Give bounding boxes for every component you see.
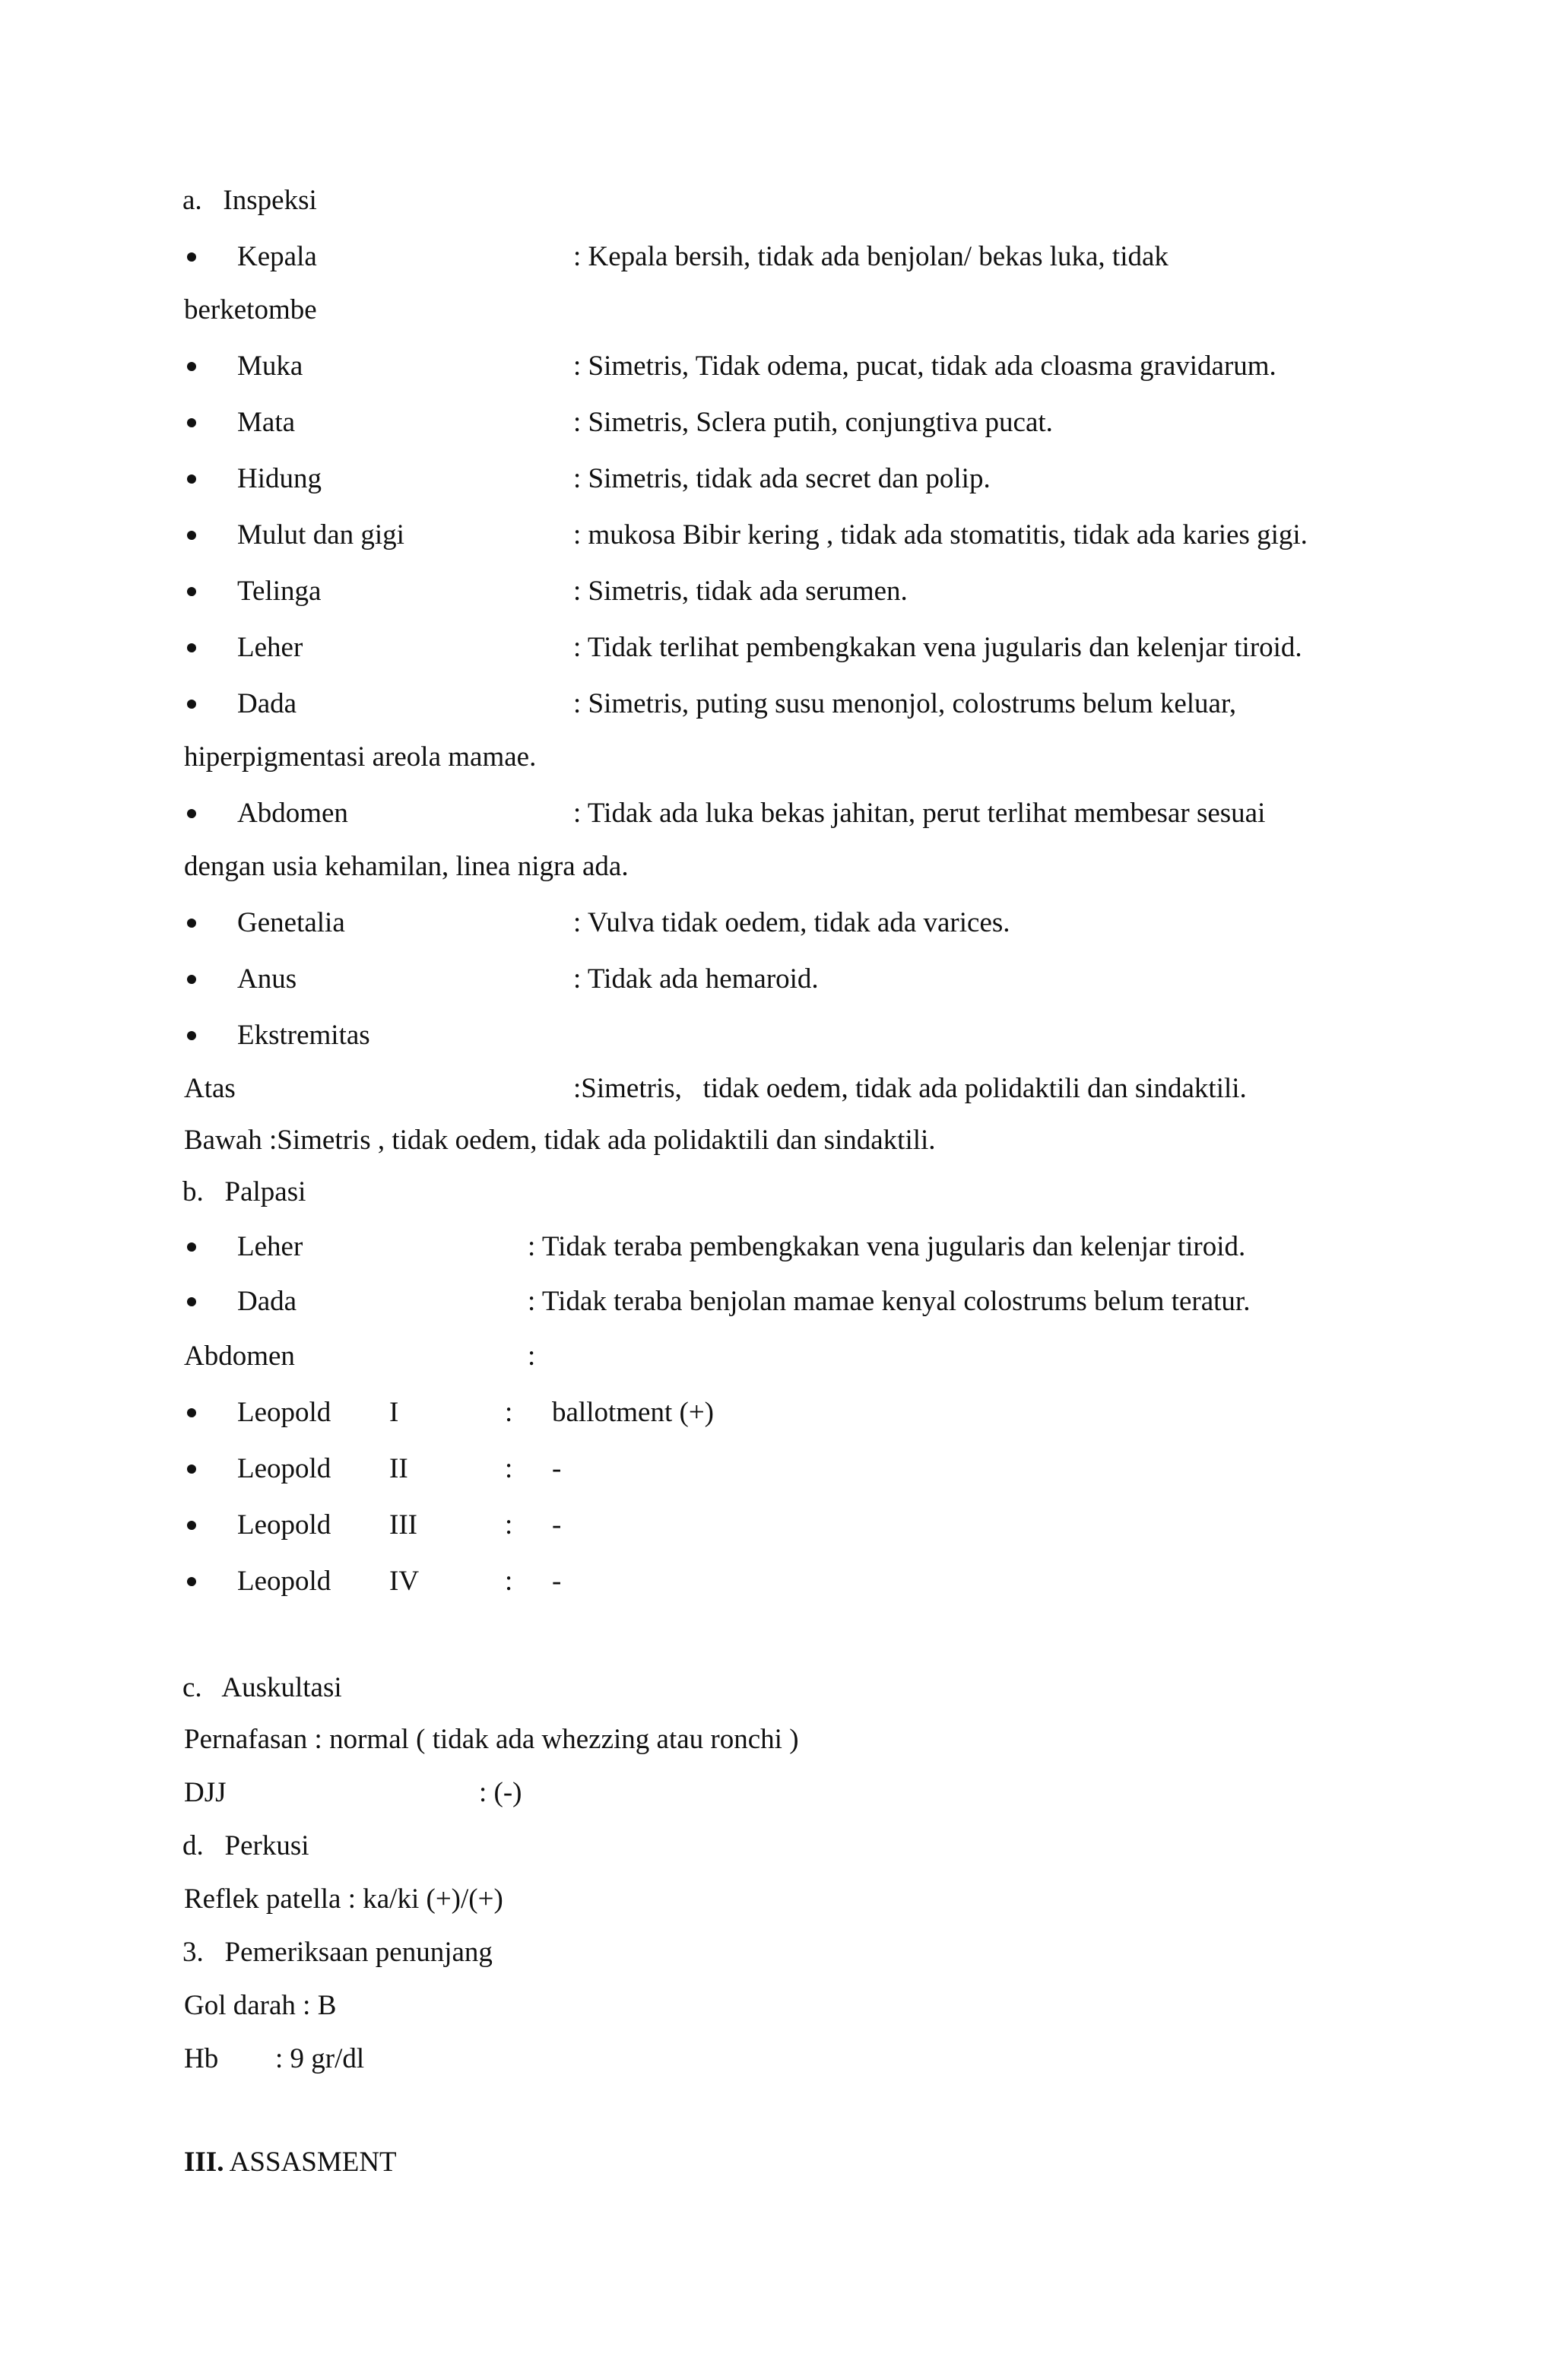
bullet-icon (187, 1031, 196, 1040)
section-heading-perkusi: d. Perkusi (182, 1830, 309, 1861)
bullet-icon (187, 474, 196, 484)
bullet-icon (187, 531, 196, 540)
ekstremitas-atas-label: Atas (184, 1073, 236, 1104)
item-label-dada: Dada (237, 688, 297, 719)
section-heading-inspeksi: a. Inspeksi (182, 185, 317, 216)
ekstremitas-atas-value: :Simetris, tidak oedem, tidak ada polidaktili dan sindaktili. (573, 1073, 1247, 1104)
leopold-number: IV (389, 1566, 420, 1597)
item-label-mulut: Mulut dan gigi (237, 519, 404, 551)
item-label-telinga: Telinga (237, 576, 322, 607)
item-value-kepala-cont: berketombe (184, 294, 317, 325)
bullet-icon (187, 1464, 196, 1474)
bullet-icon (187, 418, 196, 427)
item-label-abdomen: Abdomen (237, 798, 348, 829)
item-value-hidung: : Simetris, tidak ada secret dan polip. (573, 463, 991, 494)
item-label-leher: Leher (237, 632, 303, 663)
item-value-dada-cont: hiperpigmentasi areola mamae. (184, 741, 537, 773)
ekstremitas-bawah: Bawah :Simetris , tidak oedem, tidak ada polidaktili dan sindaktili. (184, 1125, 936, 1156)
bullet-icon (187, 1242, 196, 1252)
item-value-mata: : Simetris, Sclera putih, conjungtiva pucat. (573, 407, 1053, 438)
leopold-label: Leopold (237, 1566, 331, 1597)
item-value-leher: : Tidak terlihat pembengkakan vena jugularis dan kelenjar tiroid. (573, 632, 1302, 663)
bullet-icon (187, 587, 196, 596)
bullet-icon (187, 362, 196, 371)
item-value-genetalia: : Vulva tidak oedem, tidak ada varices. (573, 907, 1010, 938)
bullet-icon (187, 975, 196, 984)
section-heading-assessment (184, 2146, 397, 2179)
bullet-icon (187, 700, 196, 709)
bullet-icon (187, 1577, 196, 1586)
leopold-value: - (552, 1509, 562, 1541)
item-label-muka: Muka (237, 351, 303, 382)
hb-label: Hb (184, 2043, 219, 2074)
item-label-genetalia: Genetalia (237, 907, 345, 938)
leopold-number: I (389, 1397, 399, 1428)
palpasi-label-dada: Dada (237, 1286, 297, 1317)
leopold-colon: : (505, 1397, 513, 1428)
section-heading-penunjang: 3. Pemeriksaan penunjang (182, 1937, 493, 1968)
leopold-label: Leopold (237, 1397, 331, 1428)
item-value-abdomen-cont: dengan usia kehamilan, linea nigra ada. (184, 851, 629, 882)
item-value-kepala: : Kepala bersih, tidak ada benjolan/ bekas luka, tidak (573, 241, 1169, 272)
bullet-icon (187, 643, 196, 652)
palpasi-abdomen-label: Abdomen (184, 1341, 295, 1372)
assessment-numeral: III. (184, 2147, 224, 2178)
leopold-label: Leopold (237, 1509, 331, 1541)
item-value-muka: : Simetris, Tidak odema, pucat, tidak ada cloasma gravidarum. (573, 351, 1276, 382)
item-value-anus: : Tidak ada hemaroid. (573, 963, 819, 995)
djj-label: DJJ (184, 1777, 227, 1808)
palpasi-label-leher: Leher (237, 1231, 303, 1262)
item-value-mulut: : mukosa Bibir kering , tidak ada stomatitis, tidak ada karies gigi. (573, 519, 1308, 551)
section-heading-palpasi: b. Palpasi (182, 1176, 306, 1207)
bullet-icon (187, 1521, 196, 1530)
section-heading-auskultasi: c. Auskultasi (182, 1672, 342, 1703)
gol-darah-line: Gol darah : B (184, 1990, 337, 2021)
leopold-value: - (552, 1453, 562, 1484)
hb-value: : 9 gr/dl (275, 2043, 365, 2074)
reflek-patella-line: Reflek patella : ka/ki (+)/(+) (184, 1883, 503, 1915)
pernafasan-line: Pernafasan : normal ( tidak ada whezzing atau ronchi ) (184, 1724, 799, 1755)
palpasi-value-dada: : Tidak teraba benjolan mamae kenyal colostrums belum teratur. (528, 1286, 1251, 1317)
item-label-kepala: Kepala (237, 241, 317, 272)
item-label-hidung: Hidung (237, 463, 322, 494)
item-value-telinga: : Simetris, tidak ada serumen. (573, 576, 908, 607)
bullet-icon (187, 252, 196, 262)
bullet-icon (187, 809, 196, 818)
item-label-ekstremitas: Ekstremitas (237, 1020, 370, 1051)
item-label-mata: Mata (237, 407, 296, 438)
leopold-value: - (552, 1566, 562, 1597)
djj-value: : (-) (479, 1777, 522, 1808)
item-label-anus: Anus (237, 963, 297, 995)
bullet-icon (187, 919, 196, 928)
leopold-colon: : (505, 1509, 513, 1541)
bullet-icon (187, 1408, 196, 1417)
assessment-title: ASSASMENT (224, 2147, 397, 2178)
leopold-value: ballotment (+) (552, 1397, 715, 1428)
leopold-number: III (389, 1509, 417, 1541)
item-value-abdomen: : Tidak ada luka bekas jahitan, perut terlihat membesar sesuai (573, 798, 1266, 829)
leopold-label: Leopold (237, 1453, 331, 1484)
leopold-number: II (389, 1453, 408, 1484)
leopold-colon: : (505, 1453, 513, 1484)
palpasi-value-leher: : Tidak teraba pembengkakan vena jugularis dan kelenjar tiroid. (528, 1231, 1246, 1262)
palpasi-abdomen-colon: : (528, 1341, 536, 1372)
bullet-icon (187, 1297, 196, 1306)
leopold-colon: : (505, 1566, 513, 1597)
item-value-dada: : Simetris, puting susu menonjol, colostrums belum keluar, (573, 688, 1237, 719)
